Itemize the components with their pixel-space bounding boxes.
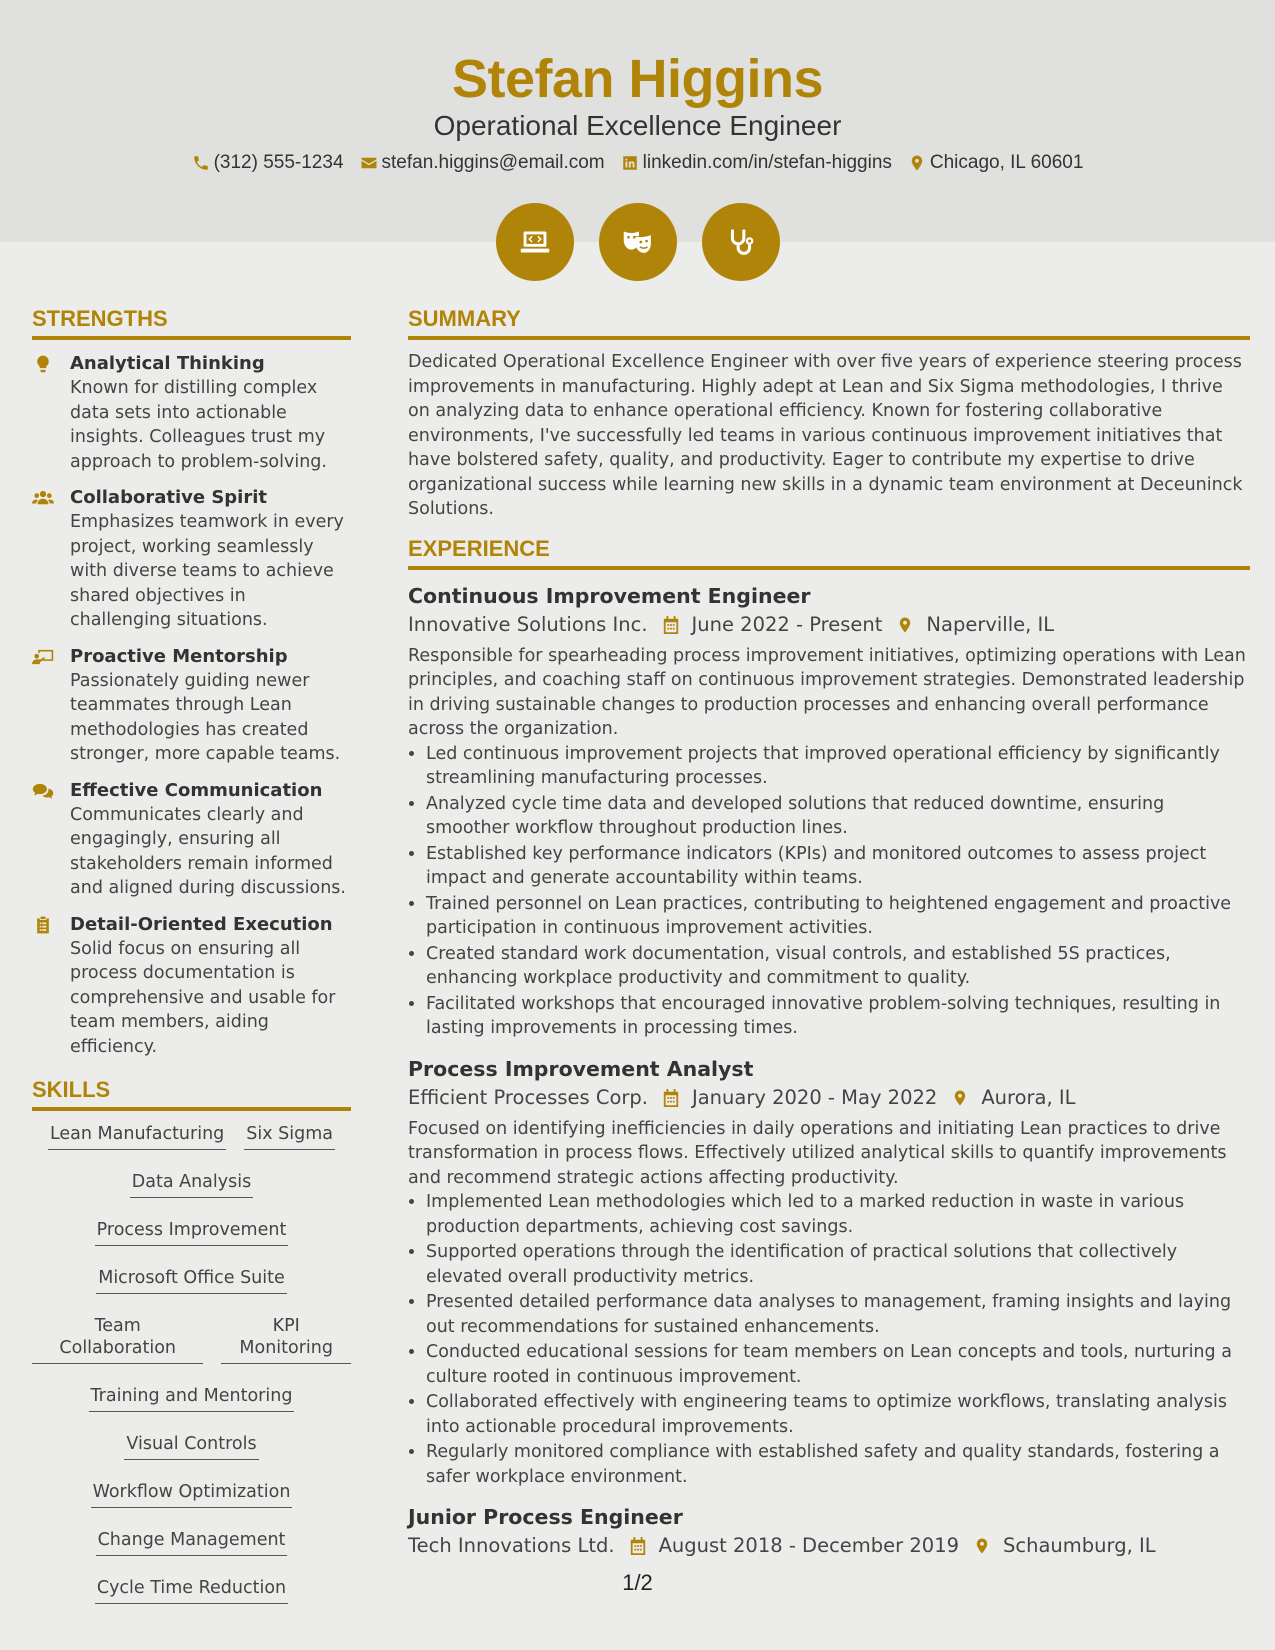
candidate-name: Stefan Higgins: [451, 49, 824, 109]
strength-title: Proactive Mentorship: [70, 645, 288, 667]
job-bullet: • Implemented Lean methodologies which led to a marked reduction in waste in various production departments, achieving cost savings.: [426, 1190, 1250, 1239]
job-bullet: • Presented detailed performance data analyses to management, framing insights and laying out recommendations for sustained enhancements.: [426, 1290, 1250, 1339]
skill-tag: Data Analysis: [130, 1171, 253, 1198]
linkedin-text: linkedin.com/in/stefan-higgins: [642, 152, 892, 173]
strength-item: [32, 913, 351, 1060]
comments-icon: [32, 781, 54, 801]
job-title: Process Improvement Analyst: [408, 1056, 754, 1081]
strength-item: [32, 352, 351, 474]
job-entry: [408, 1503, 1250, 1561]
job-entry: [408, 1055, 1250, 1490]
skills-heading: SKILLS: [32, 1077, 351, 1111]
skills-list: [32, 1123, 351, 1604]
page-number: 1/2: [622, 1570, 653, 1595]
lightbulb-icon: [32, 354, 54, 374]
strength-title: Detail-Oriented Execution: [70, 913, 333, 935]
contact-linkedin[interactable]: [621, 152, 892, 174]
job-meta: [408, 610, 1250, 640]
phone-text: (312) 555-1234: [213, 152, 344, 173]
experience-heading: EXPERIENCE: [408, 536, 1250, 570]
stethoscope-icon: [702, 203, 780, 281]
job-bullet: • Regularly monitored compliance with established safety and quality standards, fostering a safer workplace environment.: [426, 1440, 1250, 1489]
job-dates: August 2018 - December 2019: [658, 1534, 960, 1557]
strength-desc: Solid focus on ensuring all process documentation is comprehensive and usable for team members, aiding efficiency.: [70, 938, 336, 1057]
job-bullet: • Trained personnel on Lean practices, contributing to heightened engagement and proactive participation in continuous improvement activities.: [426, 892, 1250, 941]
skill-tag: Workflow Optimization: [91, 1481, 293, 1508]
skill-tag: Six Sigma: [244, 1123, 335, 1150]
job-bullet: • Collaborated effectively with engineering teams to optimize workflows, translating analysis into actionable procedural improvements.: [426, 1390, 1250, 1439]
strength-desc: Known for distilling complex data sets into actionable insights. Colleagues trust my approach to problem-solving.: [70, 378, 327, 472]
location-text: Chicago, IL 60601: [929, 152, 1084, 173]
strength-title: Collaborative Spirit: [70, 487, 267, 508]
calendar-icon: [662, 1088, 680, 1108]
strength-desc: Emphasizes teamwork in every project, working seamlessly with diverse teams to achieve shared objectives in challenging situations.: [70, 512, 344, 630]
email-icon: [360, 154, 378, 172]
calendar-icon: [629, 1536, 647, 1556]
skill-tag: KPI Monitoring: [221, 1315, 351, 1364]
job-bullet: • Created standard work documentation, visual controls, and established 5S practices, enhancing workplace productivity and commitment to quality.: [426, 942, 1250, 991]
job-entry: [408, 582, 1250, 1041]
job-dates: June 2022 - Present: [691, 612, 883, 636]
users-icon: [32, 488, 54, 508]
phone-icon: [192, 154, 210, 172]
contact-email[interactable]: [360, 152, 605, 174]
strength-title: Analytical Thinking: [70, 353, 265, 374]
contact-bar: [0, 152, 1275, 174]
strengths-heading: STRENGTHS: [32, 306, 351, 340]
skill-tag: Microsoft Office Suite: [96, 1267, 287, 1294]
right-column: [408, 306, 1250, 1575]
resume-header: [0, 0, 1275, 242]
job-description: Responsible for spearheading process improvement initiatives, optimizing operations with Lean principles, and coaching staff on continuous improvement strategies. Demonstrated leadership in driving sustainable changes to production processes and enhancing overall performance across the organization.: [408, 645, 1246, 739]
job-company: Innovative Solutions Inc.: [408, 612, 648, 636]
contact-phone[interactable]: [192, 152, 344, 174]
job-bullet: • Supported operations through the identification of practical solutions that collectively elevated overall productivity metrics.: [426, 1240, 1250, 1289]
job-dates: January 2020 - May 2022: [691, 1085, 938, 1109]
contact-location: [908, 152, 1084, 174]
strength-item: [32, 779, 351, 901]
strength-desc: Passionately guiding newer teammates through Lean methodologies has created stronger, more capable teams.: [70, 670, 341, 764]
job-bullet: • Established key performance indicators (KPIs) and monitored outcomes to assess project impact and generate accountability within teams.: [426, 842, 1250, 891]
job-company: Efficient Processes Corp.: [408, 1085, 648, 1109]
summary-text: Dedicated Operational Excellence Engineer with over five years of experience steering process improvements in manufacturing. Highly adept at Lean and Six Sigma methodologies, I thrive on analyzing data to enhance operational efficiency. Known for fostering collaborative environments, I've successfully led teams in various continuous improvement initiatives that have bolstered safety, quality, and productivity. Eager to contribute my expertise to drive organizational success while learning new skills in a dynamic team environment at Deceuninck Solutions.: [408, 352, 1243, 519]
clipboard-list-icon: [32, 915, 54, 935]
job-title: Continuous Improvement Engineer: [408, 583, 811, 608]
hobby-icons: [0, 203, 1275, 281]
job-location: Naperville, IL: [926, 612, 1055, 636]
job-bullet: • Facilitated workshops that encouraged innovative problem-solving techniques, resulting in lasting improvements in processing times.: [426, 992, 1250, 1041]
job-location: Aurora, IL: [981, 1085, 1076, 1109]
strength-title: Effective Communication: [70, 779, 323, 801]
skill-tag: Lean Manufacturing: [48, 1123, 226, 1150]
location-pin-icon: [908, 154, 926, 172]
job-location: Schaumburg, IL: [1003, 1534, 1156, 1557]
location-pin-icon: [951, 1088, 969, 1108]
job-bullets: [426, 1190, 1250, 1489]
job-title: Junior Process Engineer: [408, 1505, 683, 1529]
location-pin-icon: [896, 615, 914, 635]
job-description: Focused on identifying inefficiencies in daily operations and initiating Lean practices to drive transformation in process flows. Effectively utilized analytical skills to quantify improvements and recommend strategic actions affecting productivity.: [408, 1118, 1227, 1188]
job-meta: [408, 1083, 1250, 1113]
strength-item: [32, 645, 351, 767]
job-bullet: • Conducted educational sessions for team members on Lean concepts and tools, nurturing a culture rooted in continuous improvement.: [426, 1340, 1250, 1389]
left-column: [32, 306, 351, 1625]
skill-tag: Team Collaboration: [32, 1315, 203, 1364]
skill-tag: Training and Mentoring: [89, 1385, 295, 1412]
strength-item: [32, 486, 351, 633]
job-bullets: [426, 742, 1250, 1041]
job-bullet: • Analyzed cycle time data and developed solutions that reduced downtime, ensuring smoother workflow throughout production lines.: [426, 792, 1250, 841]
laptop-code-icon: [496, 203, 574, 281]
skill-tag: Process Improvement: [95, 1219, 289, 1246]
chalkboard-teacher-icon: [32, 647, 54, 667]
theater-masks-icon: [599, 203, 677, 281]
strength-desc: Communicates clearly and engagingly, ensuring all stakeholders remain informed and aligned during discussions.: [70, 804, 346, 898]
candidate-title: Operational Excellence Engineer: [433, 110, 842, 141]
skill-tag: Visual Controls: [124, 1433, 258, 1460]
job-company: Tech Innovations Ltd.: [408, 1534, 615, 1557]
linkedin-icon: [621, 154, 639, 172]
summary-heading: SUMMARY: [408, 306, 1250, 340]
skill-tag: Change Management: [96, 1529, 288, 1556]
email-text: stefan.higgins@email.com: [381, 152, 605, 173]
job-bullet: • Led continuous improvement projects that improved operational efficiency by significantly streamlining manufacturing processes.: [426, 742, 1250, 791]
job-meta: [408, 1531, 1250, 1561]
location-pin-icon: [973, 1536, 991, 1556]
calendar-icon: [662, 615, 680, 635]
skill-tag: Cycle Time Reduction: [95, 1577, 288, 1604]
